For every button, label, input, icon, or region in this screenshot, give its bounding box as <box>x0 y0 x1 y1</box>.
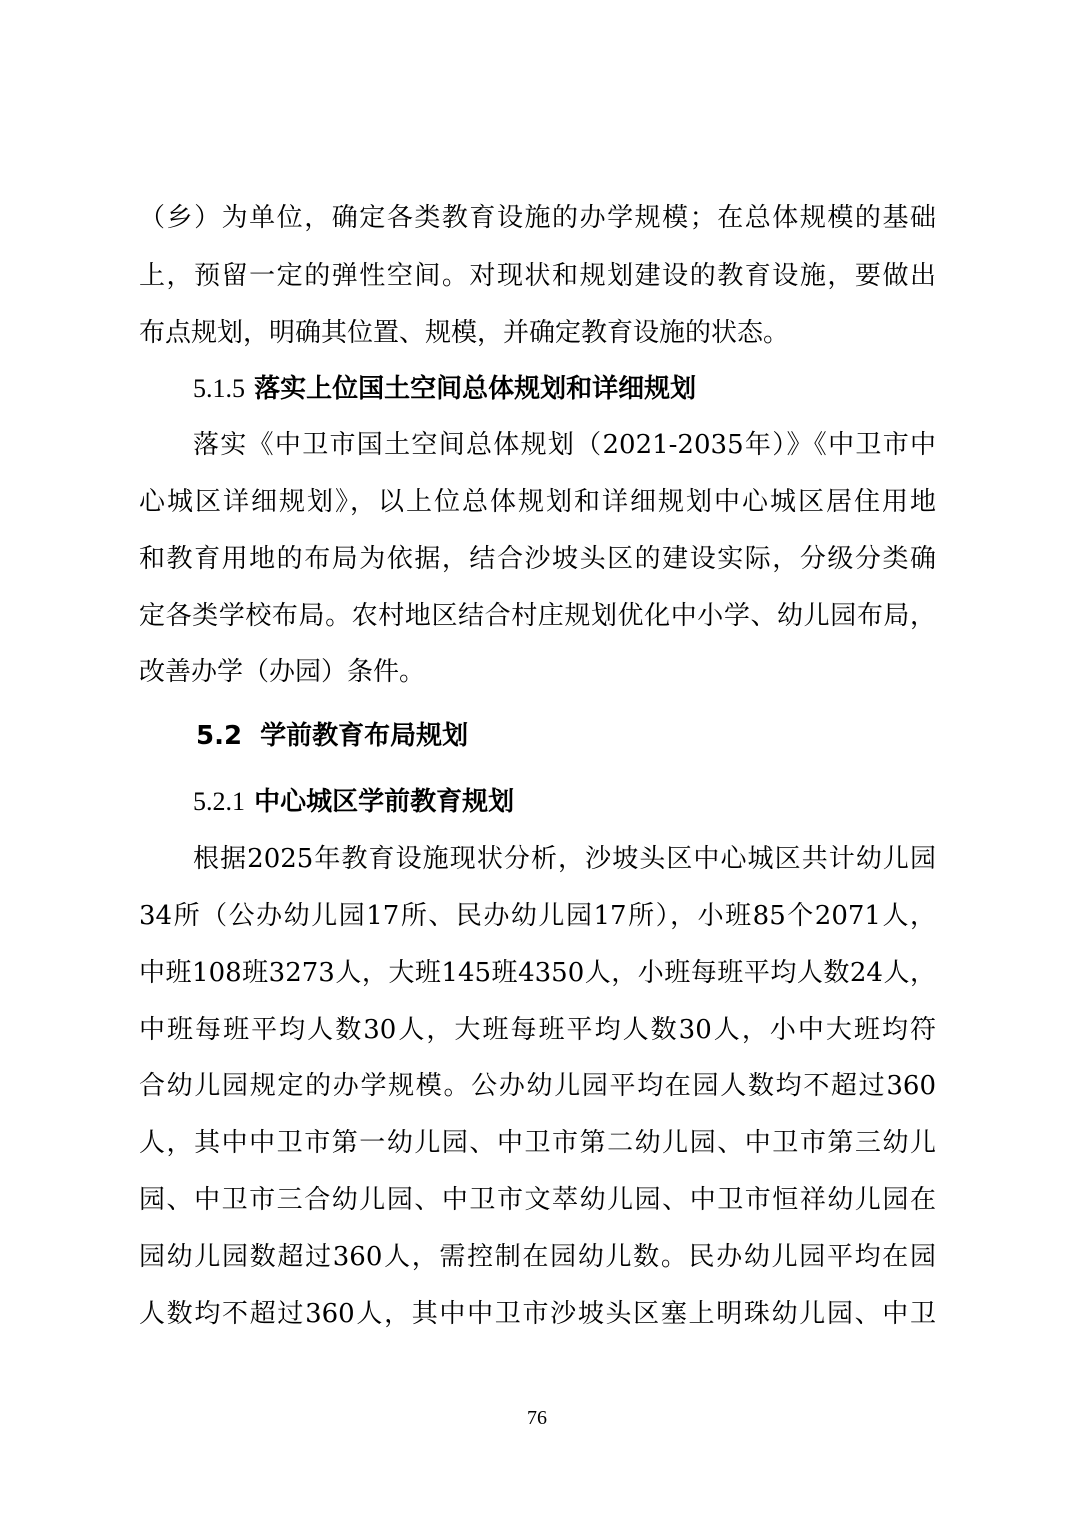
paragraph-line: 定各类学校布局。农村地区结合村庄规划优化中小学、幼儿园布局， <box>139 601 936 631</box>
paragraph-line: 人，其中中卫市第一幼儿园、中卫市第二幼儿园、中卫市第三幼儿 <box>139 1128 936 1158</box>
paragraph-line: 中班每班平均人数30人，大班每班平均人数30人，小中大班均符 <box>139 1015 936 1045</box>
paragraph-line: 合幼儿园规定的办学规模。公办幼儿园平均在园人数均不超过360 <box>139 1071 936 1101</box>
paragraph-line: 落实《中卫市国土空间总体规划（2021-2035年）》《中卫市中 <box>193 430 936 460</box>
paragraph-line: 布点规划，明确其位置、规模，并确定教育设施的状态。 <box>139 318 790 348</box>
section-heading-5-1-5 <box>193 369 936 409</box>
paragraph-line: 根据2025年教育设施现状分析，沙坡头区中心城区共计幼儿园 <box>193 844 936 874</box>
paragraph-line: （乡）为单位，确定各类教育设施的办学规模；在总体规模的基础 <box>139 203 936 233</box>
section-number: 5.2 <box>196 721 243 751</box>
section-heading-5-2 <box>196 716 936 756</box>
paragraph-line: 和教育用地的布局为依据，结合沙坡头区的建设实际，分级分类确 <box>139 544 936 574</box>
paragraph-line: 园幼儿园数超过360人，需控制在园幼儿数。民办幼儿园平均在园 <box>139 1242 936 1272</box>
paragraph-line: 34所（公办幼儿园17所、民办幼儿园17所），小班85个2071人， <box>139 901 936 931</box>
paragraph-line: 改善办学（办园）条件。 <box>139 657 426 687</box>
section-title: 落实上位国土空间总体规划和详细规划 <box>254 374 697 404</box>
section-title: 学前教育布局规划 <box>260 721 469 751</box>
section-number: 5.1.5 <box>193 374 245 403</box>
paragraph-line: 心城区详细规划》，以上位总体规划和详细规划中心城区居住用地 <box>139 487 936 517</box>
paragraph-line: 上，预留一定的弹性空间。对现状和规划建设的教育设施，要做出 <box>139 261 936 291</box>
paragraph-line: 园、中卫市三合幼儿园、中卫市文萃幼儿园、中卫市恒祥幼儿园在 <box>139 1185 936 1215</box>
page-number: 76 <box>527 1407 547 1429</box>
paragraph-line: 人数均不超过360人，其中中卫市沙坡头区塞上明珠幼儿园、中卫 <box>139 1299 936 1329</box>
section-heading-5-2-1 <box>193 782 936 822</box>
section-number: 5.2.1 <box>193 787 245 816</box>
paragraph-line: 中班108班3273人，大班145班4350人，小班每班平均人数24人， <box>139 958 936 988</box>
section-title: 中心城区学前教育规划 <box>254 787 515 817</box>
